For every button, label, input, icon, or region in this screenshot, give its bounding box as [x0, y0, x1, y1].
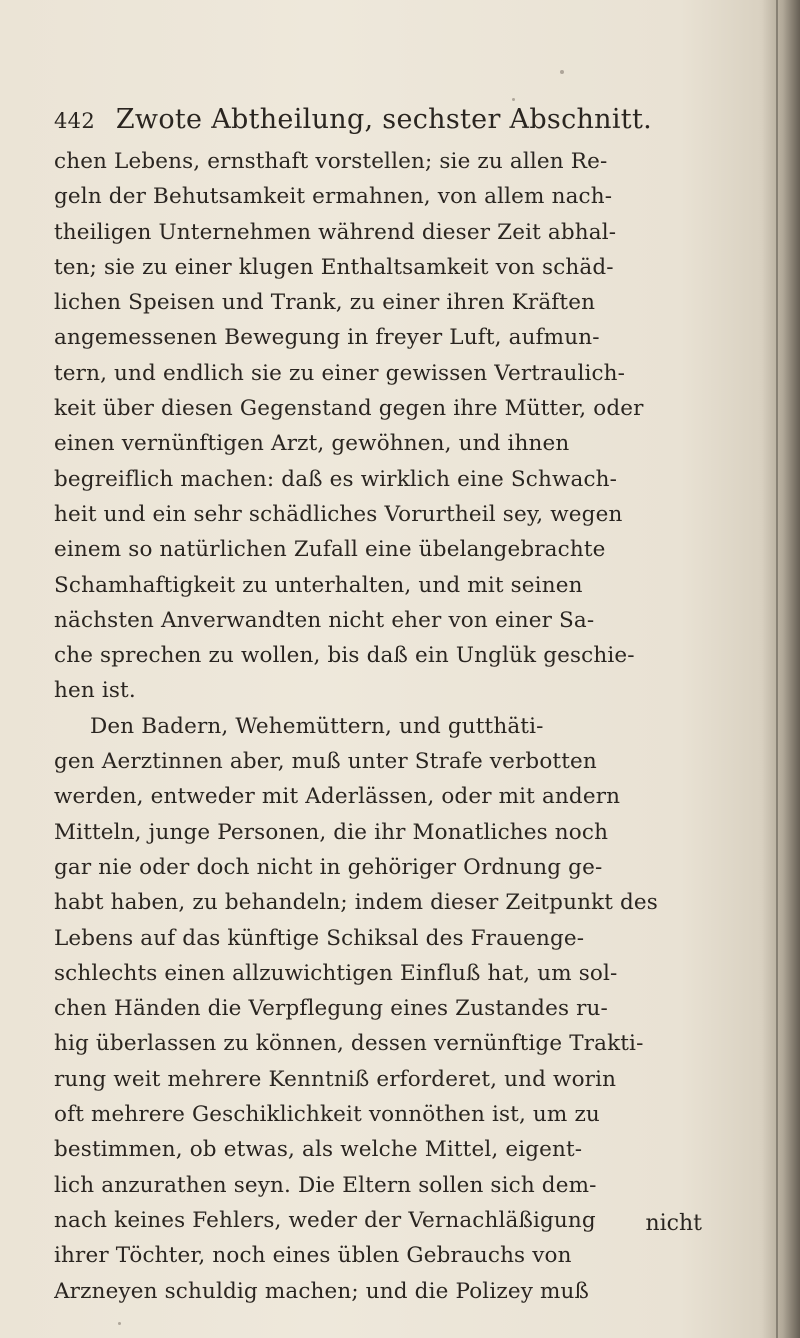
text-line: angemessenen Bewegung in freyer Luft, aufmun-: [54, 325, 600, 351]
text-line: nächsten Anverwandten nicht eher von einer Sa-: [54, 607, 595, 633]
binding-shadow: [762, 0, 800, 1338]
text-line: lich anzurathen seyn. Die Eltern sollen sich dem-: [54, 1172, 597, 1198]
text-line: geln der Behutsamkeit ermahnen, von allem nach-: [54, 184, 613, 210]
text-line: einem so natürlichen Zufall eine übelangebrachte: [54, 537, 606, 563]
body-text: [54, 144, 759, 1309]
text-line: chen Lebens, ernsthaft vorstellen; sie zu allen Re-: [54, 149, 608, 174]
text-line: lichen Speisen und Trank, zu einer ihren Kräften: [54, 290, 596, 316]
text-line: Den Badern, Wehemüttern, und gutthäti-: [90, 713, 544, 739]
text-line: ten; sie zu einer klugen Enthaltsamkeit von schäd-: [54, 254, 614, 280]
paper-speck: [512, 98, 515, 101]
paper-speck: [560, 70, 564, 74]
text-line: gen Aerztinnen aber, muß unter Strafe verbotten: [54, 749, 597, 775]
text-line: werden, entweder mit Aderlässen, oder mit andern: [54, 784, 621, 810]
text-line: rung weit mehrere Kenntniß erforderet, und worin: [54, 1066, 617, 1092]
text-line: einen vernünftigen Arzt, gewöhnen, und ihnen: [54, 431, 570, 457]
text-line: begreiflich machen: daß es wirklich eine Schwach-: [54, 466, 618, 492]
text-line: Arzneyen schuldig machen; und die Polizey muß: [54, 1278, 590, 1304]
paper-speck: [118, 1322, 121, 1325]
text-line: bestimmen, ob etwas, als welche Mittel, eigent-: [54, 1137, 583, 1163]
text-line: hig überlassen zu können, dessen vernünftige Trakti-: [54, 1031, 644, 1057]
text-line: Schamhaftigkeit zu unterhalten, und mit seinen: [54, 572, 583, 598]
text-line: nach keines Fehlers, weder der Vernachläßigung: [54, 1207, 596, 1233]
text-line: keit über diesen Gegenstand gegen ihre Mütter, oder: [54, 396, 644, 422]
text-line: tern, und endlich sie zu einer gewissen Vertraulich-: [54, 360, 626, 386]
text-line: habt haben, zu behandeln; indem dieser Zeitpunkt des: [54, 890, 658, 916]
text-line: heit und ein sehr schädliches Vorurtheil sey, wegen: [54, 501, 623, 527]
text-line: chen Händen die Verpflegung eines Zustandes ru-: [54, 996, 608, 1022]
text-line: hen ist.: [54, 678, 136, 704]
binding-edge: [776, 0, 778, 1338]
text-line: che sprechen zu wollen, bis daß ein Unglük geschie-: [54, 643, 635, 669]
running-head: Zwote Abtheilung, sechster Abschnitt.: [115, 104, 652, 135]
text-line: ihrer Töchter, noch eines üblen Gebrauchs von: [54, 1243, 572, 1269]
page-header: [54, 100, 734, 140]
text-line: schlechts einen allzuwichtigen Einfluß hat, um sol-: [54, 960, 618, 986]
text-line: theiligen Unternehmen während dieser Zeit abhal-: [54, 219, 617, 245]
catchword: nicht: [645, 1211, 702, 1236]
text-line: gar nie oder doch nicht in gehöriger Ordnung ge-: [54, 854, 603, 880]
page-number: 442: [54, 109, 95, 133]
text-line: Lebens auf das künftige Schiksal des Frauenge-: [54, 925, 585, 951]
text-line: Mitteln, junge Personen, die ihr Monatliches noch: [54, 819, 609, 845]
text-line: oft mehrere Geschiklichkeit vonnöthen ist, um zu: [54, 1102, 600, 1128]
